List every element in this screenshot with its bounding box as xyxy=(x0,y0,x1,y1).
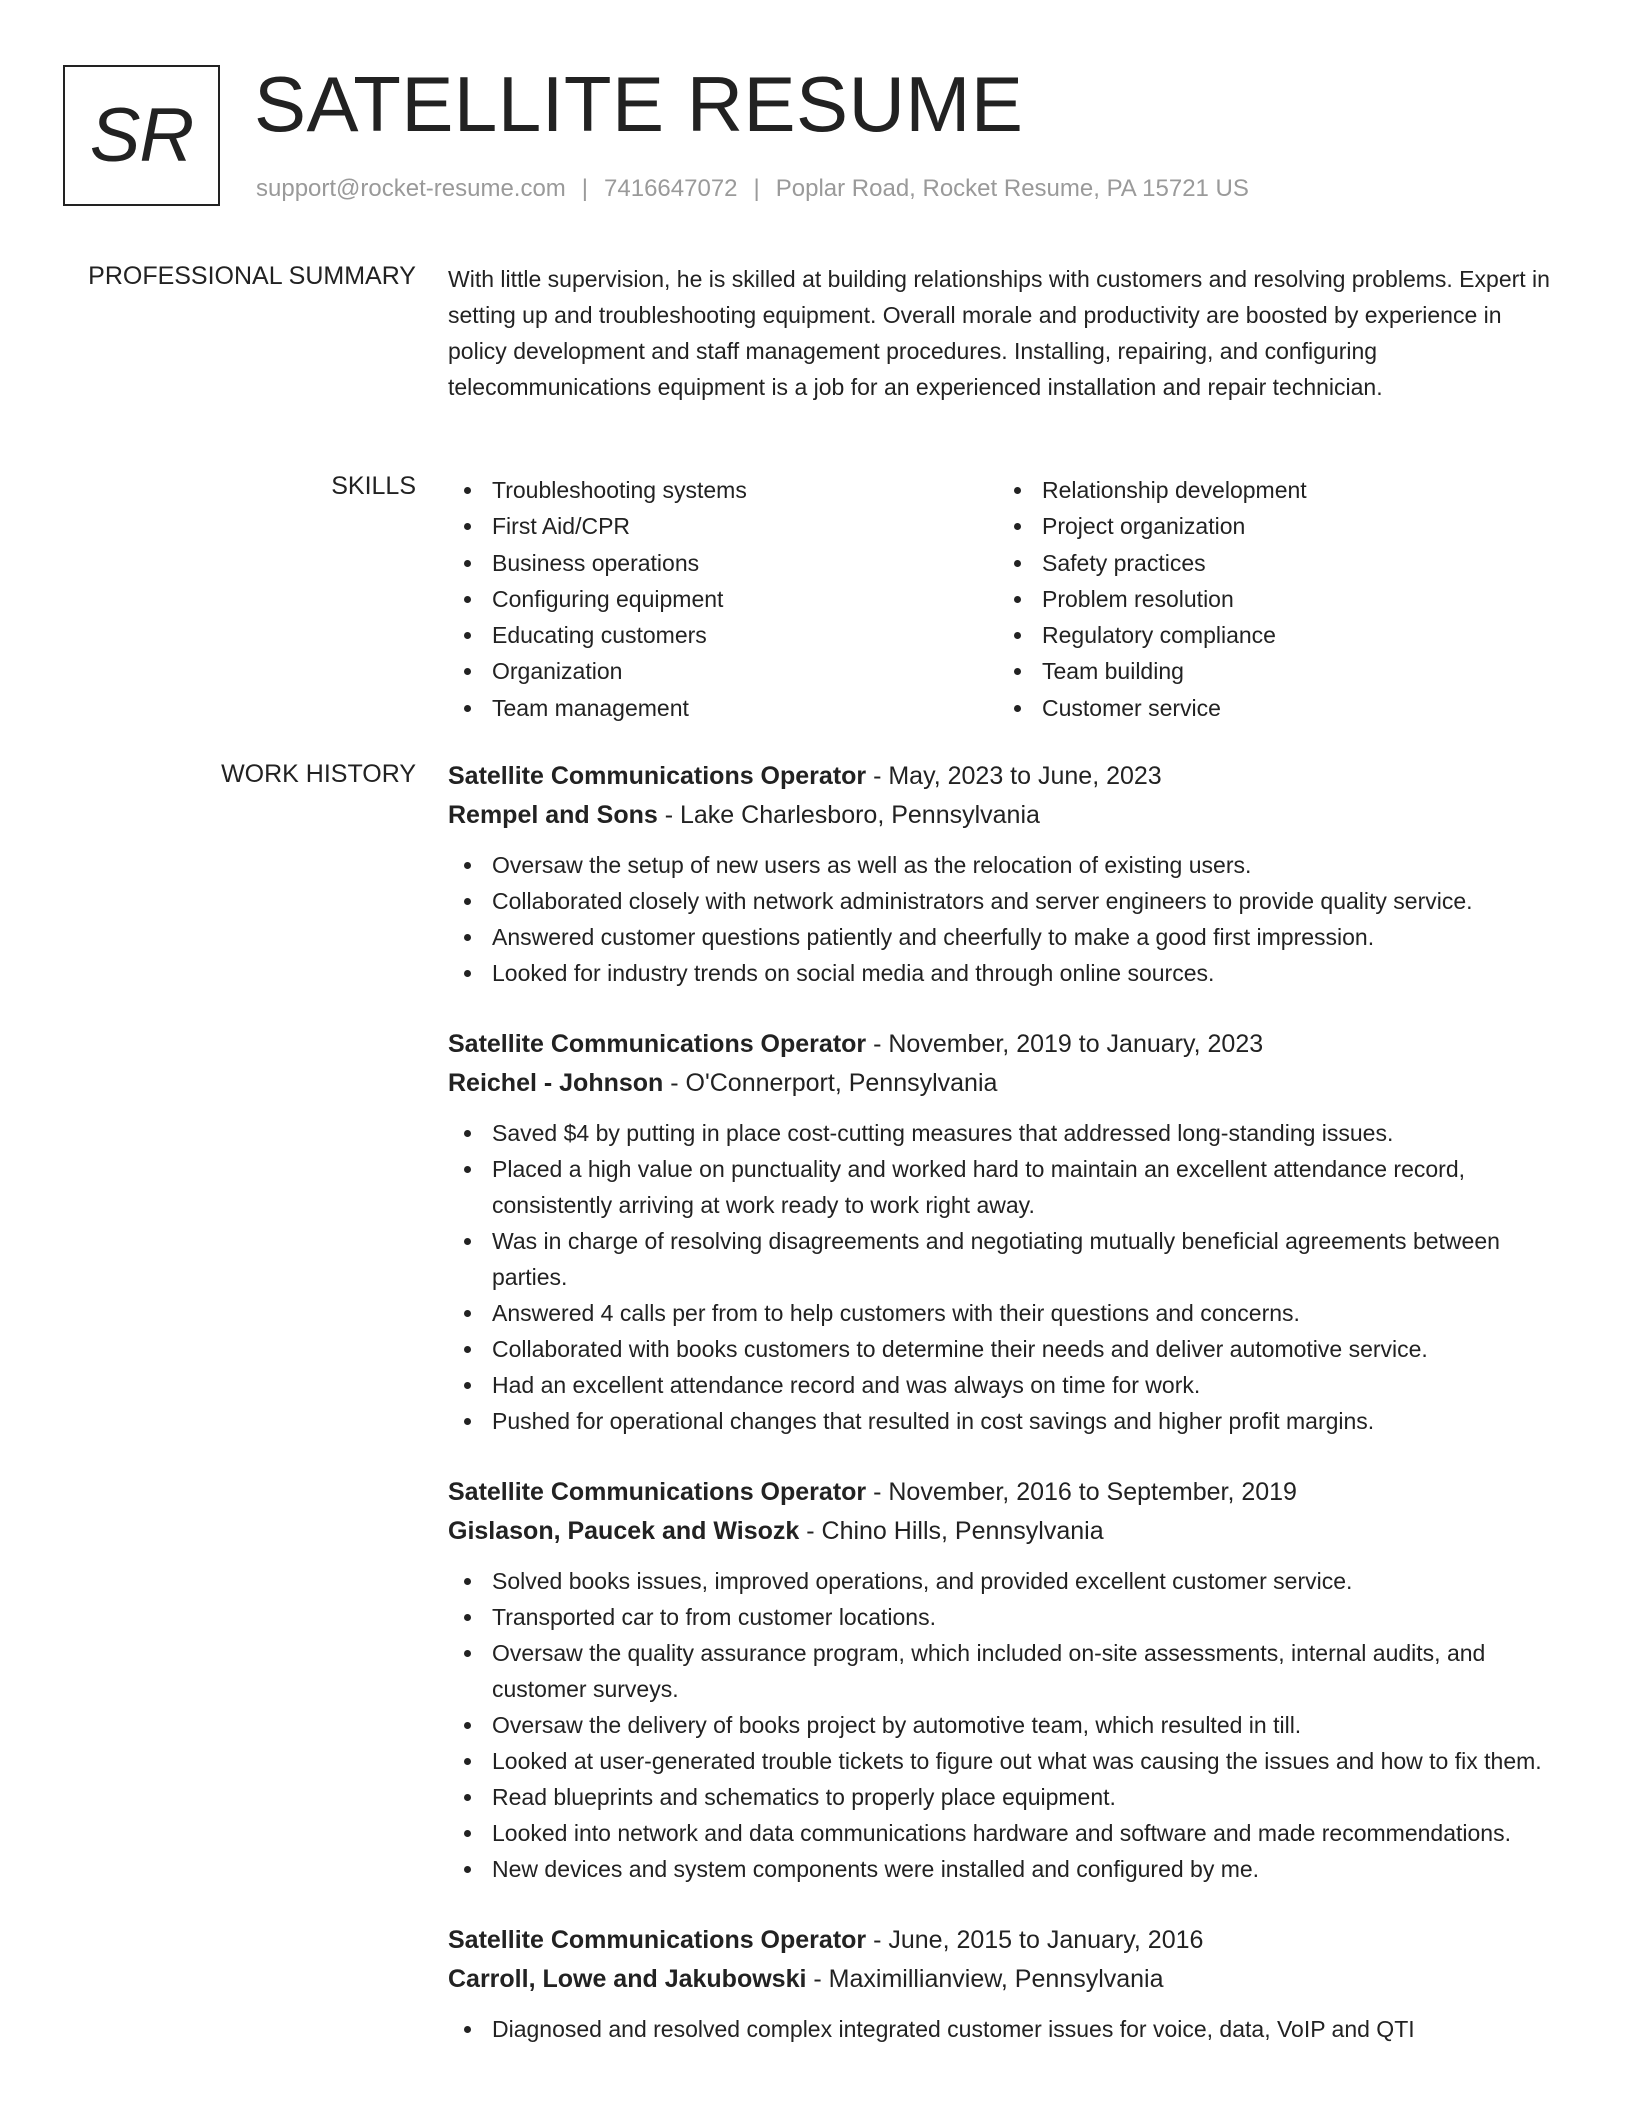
skill-item: Safety practices xyxy=(998,545,1548,581)
skill-item: Regulatory compliance xyxy=(998,617,1548,653)
job-dates: - November, 2019 to January, 2023 xyxy=(866,1030,1264,1058)
contact-separator: | xyxy=(753,175,760,202)
job-title: Satellite Communications Operator xyxy=(448,1030,867,1058)
job-company: Rempel and Sons xyxy=(448,801,658,829)
skills-column-right xyxy=(998,472,1548,726)
job-bullet: Was in charge of resolving disagreements and negotiating mutually beneficial agreements between parties. xyxy=(448,1223,1568,1295)
monogram-initials: SR xyxy=(89,93,194,178)
job-bullet: Diagnosed and resolved complex integrated customer issues for voice, data, VoIP and QTI xyxy=(448,2011,1568,2047)
summary-heading: PROFESSIONAL SUMMARY xyxy=(88,262,416,290)
skill-item: First Aid/CPR xyxy=(448,508,998,544)
skill-item: Team building xyxy=(998,653,1548,689)
job-bullet: Pushed for operational changes that resulted in cost savings and higher profit margins. xyxy=(448,1403,1568,1439)
job-title-line xyxy=(448,1473,1568,1512)
job-bullet: Solved books issues, improved operations, and provided excellent customer service. xyxy=(448,1563,1568,1599)
contact-phone: 7416647072 xyxy=(604,175,738,202)
job-company-line xyxy=(448,1512,1568,1551)
job-title-line xyxy=(448,757,1568,796)
job-title: Satellite Communications Operator xyxy=(448,1926,867,1954)
job-bullet: Answered customer questions patiently and cheerfully to make a good first impression. xyxy=(448,919,1568,955)
skill-item: Organization xyxy=(448,653,998,689)
summary-text: With little supervision, he is skilled at building relationships with customers and resolving problems. Expert in setting up and troubleshooting equipment. Overall morale and productivity are boosted by experience in policy development and staff management procedures. Installing, repairing, and configuring telecommunications equipment is a job for an experienced installation and repair technician. xyxy=(448,266,1550,400)
job-location: - O'Connerport, Pennsylvania xyxy=(663,1069,998,1097)
job-bullet: Collaborated with books customers to determine their needs and deliver automotive service. xyxy=(448,1331,1568,1367)
job-location: - Lake Charlesboro, Pennsylvania xyxy=(657,801,1040,829)
job-bullets xyxy=(448,1115,1568,1439)
job-location: - Chino Hills, Pennsylvania xyxy=(799,1517,1104,1545)
skill-item: Business operations xyxy=(448,545,998,581)
job-title-line xyxy=(448,1921,1568,1960)
job-company-line xyxy=(448,1960,1568,1999)
job-entry xyxy=(448,1025,1568,1439)
job-bullet: Oversaw the delivery of books project by automotive team, which resulted in till. xyxy=(448,1707,1568,1743)
job-bullet: Transported car to from customer locations. xyxy=(448,1599,1568,1635)
job-entry xyxy=(448,757,1568,991)
job-dates: - June, 2015 to January, 2016 xyxy=(866,1926,1204,1954)
job-title: Satellite Communications Operator xyxy=(448,762,867,790)
job-bullets xyxy=(448,2011,1568,2047)
job-dates: - November, 2016 to September, 2019 xyxy=(866,1478,1297,1506)
job-company: Gislason, Paucek and Wisozk xyxy=(448,1517,800,1545)
job-entry xyxy=(448,1473,1568,1887)
job-location: - Maximillianview, Pennsylvania xyxy=(806,1965,1164,1993)
job-entry xyxy=(448,1921,1568,2047)
job-company-line xyxy=(448,796,1568,835)
job-bullet: Looked for industry trends on social media and through online sources. xyxy=(448,955,1568,991)
skill-item: Relationship development xyxy=(998,472,1548,508)
contact-separator: | xyxy=(581,175,589,202)
monogram-box xyxy=(63,65,220,206)
job-bullet: Read blueprints and schematics to properly place equipment. xyxy=(448,1779,1568,1815)
skill-item: Problem resolution xyxy=(998,581,1548,617)
job-bullet: Placed a high value on punctuality and worked hard to maintain an excellent attendance record, consistently arriving at work ready to work right away. xyxy=(448,1151,1568,1223)
skill-item: Educating customers xyxy=(448,617,998,653)
job-company: Carroll, Lowe and Jakubowski xyxy=(448,1965,807,1993)
job-dates: - May, 2023 to June, 2023 xyxy=(866,762,1162,790)
skill-item: Project organization xyxy=(998,508,1548,544)
job-title: Satellite Communications Operator xyxy=(448,1478,867,1506)
job-company-line xyxy=(448,1064,1568,1103)
skills-column-left xyxy=(448,472,998,726)
skills-heading: SKILLS xyxy=(331,472,416,500)
job-bullets xyxy=(448,847,1568,991)
job-bullet: Had an excellent attendance record and was always on time for work. xyxy=(448,1367,1568,1403)
skills-grid xyxy=(448,472,1568,726)
job-bullet: Looked at user-generated trouble tickets to figure out what was causing the issues and how to fix them. xyxy=(448,1743,1568,1779)
job-title-line xyxy=(448,1025,1568,1064)
skill-item: Customer service xyxy=(998,690,1548,726)
skill-item: Team management xyxy=(448,690,998,726)
job-bullet: Looked into network and data communications hardware and software and made recommendations. xyxy=(448,1815,1568,1851)
skill-item: Configuring equipment xyxy=(448,581,998,617)
job-company: Reichel - Johnson xyxy=(448,1069,664,1097)
job-bullet: New devices and system components were installed and configured by me. xyxy=(448,1851,1568,1887)
contact-line xyxy=(256,175,1249,203)
job-bullet: Answered 4 calls per from to help customers with their questions and concerns. xyxy=(448,1295,1568,1331)
resume-header xyxy=(63,60,1592,210)
work-history-heading: WORK HISTORY xyxy=(221,760,416,788)
job-bullet: Oversaw the quality assurance program, which included on-site assessments, internal audits, and customer surveys. xyxy=(448,1635,1568,1707)
candidate-name: SATELLITE RESUME xyxy=(254,60,1024,148)
job-bullet: Saved $4 by putting in place cost-cutting measures that addressed long-standing issues. xyxy=(448,1115,1568,1151)
skill-item: Troubleshooting systems xyxy=(448,472,998,508)
contact-address: Poplar Road, Rocket Resume, PA 15721 US xyxy=(775,175,1249,202)
job-bullets xyxy=(448,1563,1568,1887)
job-bullet: Collaborated closely with network administrators and server engineers to provide quality service. xyxy=(448,883,1568,919)
contact-email: support@rocket-resume.com xyxy=(256,175,566,202)
job-bullet: Oversaw the setup of new users as well as the relocation of existing users. xyxy=(448,847,1568,883)
